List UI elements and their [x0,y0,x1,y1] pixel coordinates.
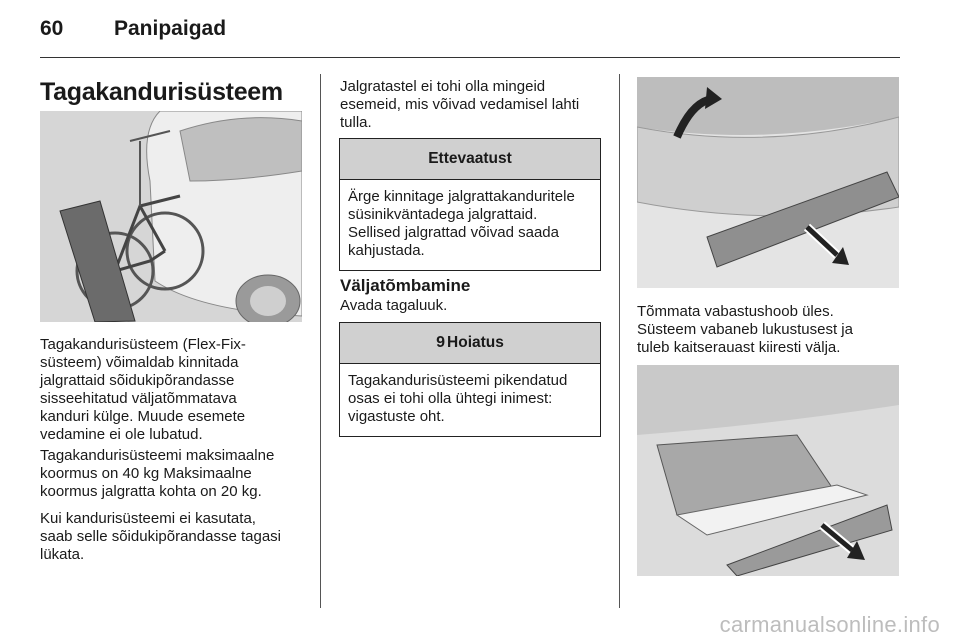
caution-box-title: Ettevaatust [340,139,600,180]
warning-box-text: Tagakandurisüsteemi pikendatud osas ei tohi olla ühtegi inimest: vigastuste oht. [348,372,568,425]
step-open-tailgate: Avada tagaluuk. [340,297,448,314]
paragraph-intro: Tagakandurisüsteem (Flex-Fix- süsteem) võimaldab kinnitada jalgrattaid sõidukipõrandasse sisseehitatud väljatõmmatava kanduri külge. Muude esemete vedamine ei ole lubatud. [40,336,246,443]
watermark: carmanualsonline.info [719,612,940,637]
column-divider-2 [619,74,620,608]
paragraph-max-load: Tagakandurisüsteemi maksimaalne koormus on 40 kg Maksimaalne koormus jalgratta kohta on 20 kg. [40,447,275,500]
page-title: Tagakandurisüsteem [40,78,283,106]
column-divider-1 [320,74,321,608]
paragraph-loose-items: Jalgratastel ei tohi olla mingeid esemeid, mis võivad vedamisel lahti tulla. [340,78,580,131]
subheading-pull-out: Väljatõmbamine [340,276,471,295]
header-divider [40,57,900,58]
warning-box-title: Hoiatus [447,334,504,351]
bicycle-carrier-illustration-icon [40,111,302,322]
section-title: Panipaigad [114,17,227,40]
warning-box [339,322,601,437]
extended-carrier-illustration-icon [637,365,899,576]
extended-carrier-figure [637,365,899,576]
bumper-release-lever-illustration-icon [637,77,899,288]
warning-triangle-icon: 9 [436,334,446,351]
page-number: 60 [40,17,64,40]
bumper-release-figure [637,77,899,288]
caution-box [339,138,601,271]
caption-release-lever: Tõmmata vabastushoob üles. Süsteem vabaneb lukustusest ja tuleb kaitserauast kiiresti välja. [637,303,853,356]
bicycle-carrier-figure [40,111,302,322]
paragraph-retract: Kui kandurisüsteemi ei kasutata, saab selle sõidukipõrandasse tagasi lükata. [40,510,281,563]
caution-box-text: Ärge kinnitage jalgrattakanduritele süsinikväntadega jalgrattaid. Sellised jalgrattad võivad saada kahjustada. [348,188,575,259]
